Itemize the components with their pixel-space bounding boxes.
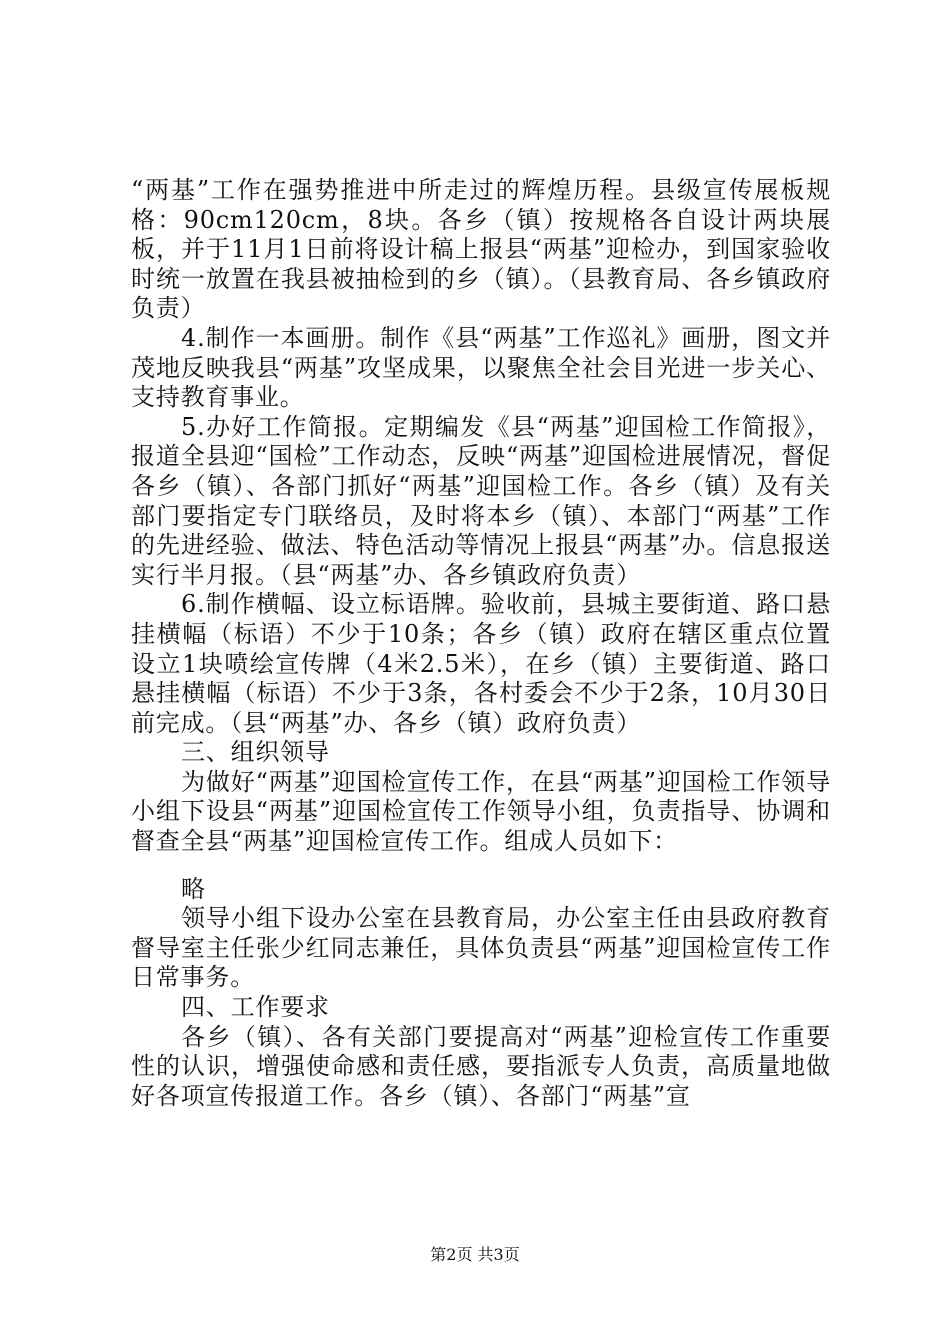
page-footer	[0, 1245, 950, 1265]
document-body	[131, 176, 831, 1111]
paragraph-item-4-album: 4.制作一本画册。制作《县“两基”工作巡礼》画册，图文并茂地反映我县“两基”攻坚成果，以聚焦全社会目光进一步关心、支持教育事业。	[131, 323, 831, 412]
section-heading-organization: 三、组织领导	[181, 738, 330, 767]
paragraph-item-5-bulletin: 5.办好工作简报。定期编发《县“两基”迎国检工作简报》，报道全县迎“国检”工作动态，反映“两基”迎国检进展情况，督促各乡（镇）、各部门抓好“两基”迎国检工作。各乡（镇）及有关部门要指定专门联络员，及时将本乡（镇）、本部门“两基”工作的先进经验、做法、特色活动等情况上报县“两基”办。信息报送实行半月报。（县“两基”办、各乡镇政府负责）	[131, 412, 831, 589]
paragraph-omitted: 略	[181, 874, 206, 903]
paragraph-requirements: 各乡（镇）、各有关部门要提高对“两基”迎检宣传工作重要性的认识，增强使命感和责任感，要指派专人负责，高质量地做好各项宣传报道工作。各乡（镇）、各部门“两基”宣	[131, 1022, 831, 1110]
section-heading-requirements: 四、工作要求	[181, 993, 330, 1022]
paragraph-organization: 为做好“两基”迎国检宣传工作，在县“两基”迎国检工作领导小组下设县“两基”迎国检宣传工作领导小组，负责指导、协调和督查全县“两基”迎国检宣传工作。组成人员如下：	[131, 767, 831, 856]
page-number-label: 第2页 共3页	[430, 1245, 520, 1264]
paragraph-continuation: “两基”工作在强势推进中所走过的辉煌历程。县级宣传展板规格：90cm120cm，8块。各乡（镇）按规格各自设计两块展板，并于11月1日前将设计稿上报县“两基”迎检办，到国家验收时统一放置在我县被抽检到的乡（镇）。（县教育局、各乡镇政府负责）	[131, 176, 831, 323]
paragraph-item-6-banners: 6.制作横幅、设立标语牌。验收前，县城主要街道、路口悬挂横幅（标语）不少于10条；各乡（镇）政府在辖区重点位置设立1块喷绘宣传牌（4米2.5米），在乡（镇）主要街道、路口悬挂横幅（标语）不少于3条，各村委会不少于2条，10月30日前完成。（县“两基”办、各乡（镇）政府负责）	[131, 590, 831, 737]
paragraph-office: 领导小组下设办公室在县教育局，办公室主任由县政府教育督导室主任张少红同志兼任，具体负责县“两基”迎国检宣传工作日常事务。	[131, 904, 831, 992]
